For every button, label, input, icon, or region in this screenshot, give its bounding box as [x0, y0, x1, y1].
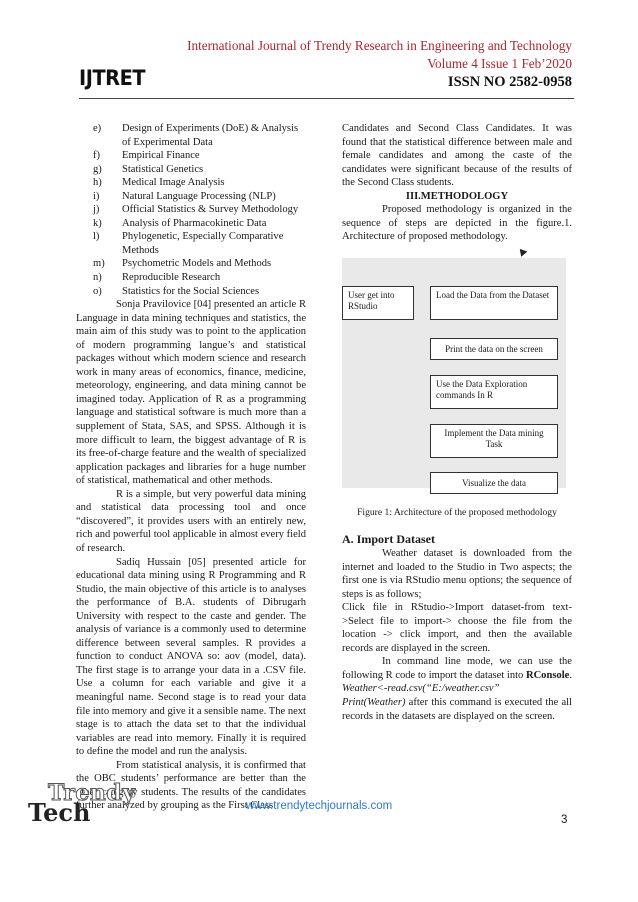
- list-item: f) Empirical Finance: [93, 150, 200, 162]
- journal-title: International Journal of Trendy Research in Engineering and Technology: [187, 38, 572, 53]
- subsection-heading-import: A. Import Dataset: [342, 532, 435, 547]
- box-load-data: Load the Data from the Dataset: [430, 286, 558, 320]
- paragraph-r-tool: R is a simple, but very powerful data mining and statistical data processing tool and once “discovered”, it provides users with an entirely new, rich and powerful tool applicable in almost every field of research.: [76, 488, 306, 554]
- list-item: i) Natural Language Processing (NLP): [93, 190, 276, 202]
- box-implement-task: Implement the Data mining Task: [430, 424, 558, 458]
- list-item: e) Design of Experiments (DoE) & Analysis of Experimental Data: [93, 123, 299, 148]
- paragraph-print-weather: Print(Weather) after this command is executed the all records in the datasets are displayed on the screen.: [342, 697, 572, 722]
- paragraph-hussain: Sadiq Hussain [05] presented article for educational data mining using R Programming and R Studio, the main objective of this article is to analyses the performance of B.A. students of Dibrugarh University with respect to the caste and gender. The analysis of variance is a commonly used to determine difference between several samples. R provides a function to conduct ANOVA so: aov (model, data). The first stage is to arrange your data in a .CSV file. Use a column for each variable and give it a meaningful name. Second stage is to read your data file into memory and give it a sensible name. The next stage is to attach the data set to that the individual variables are read into memory. Finally it is required to define the model and run the analysis.: [76, 556, 306, 758]
- paragraph-weather-dataset: Weather dataset is downloaded from the internet and loaded to the Studio in Two aspects; the first one is via RStudio menu options; the sequence of steps is as follows;: [342, 548, 572, 600]
- architecture-figure: [342, 258, 566, 488]
- list-item: m) Psychometric Models and Methods: [93, 258, 272, 270]
- figure-caption: Figure 1: Architecture of the proposed methodology: [357, 506, 557, 518]
- journal-volume: Volume 4 Issue 1 Feb’2020: [427, 56, 572, 71]
- journal-issn: ISSN NO 2582-0958: [447, 74, 572, 90]
- list-item: j) Official Statistics & Survey Methodology: [93, 204, 299, 216]
- paragraph-statistical-analysis: From statistical analysis, it is confirmed that the OBC students’ performance are better than the other category students. The results of the candidates further analyzed by grouping as the First Class: [76, 759, 306, 812]
- footer-url-link[interactable]: www.trendytechjournals.com: [245, 800, 393, 812]
- trendy-tech-logo: Trendy Tech: [28, 780, 136, 827]
- rconsole-term: RConsole: [525, 669, 570, 681]
- topic-list: [76, 122, 306, 298]
- paragraph-pravilovice: Sonja Pravilovice [04] presented an article R Language in data mining techniques and statistics, the main aim of this study was to point to the application of modern programming langue’s and statistical packages without which modern science and research work in many areas of economics, finance, medicine, meteorology, engineering, and data mining cannot be imagined today. Application of R as a programming language and statistical software is much more than a supplement of Stata, SAS, and SPSS. Although it is more difficult to learn, the biggest advantage of R is its free-of-charge feature and the wealth of specialized application packages and libraries for a huge number of statistical, mathematical and other methods.: [76, 299, 306, 487]
- paragraph-command-line: In command line mode, we can use the following R code to import the dataset into RConsole.: [342, 656, 572, 681]
- code-print: Print(Weather): [342, 697, 406, 709]
- box-explore-data: Use the Data Exploration commands In R: [430, 375, 558, 409]
- paragraph-methodology: Proposed methodology is organized in the sequence of steps are depicted in the figure.1. Architecture of proposed methodology.: [342, 204, 572, 243]
- journal-logo: IJTRET: [79, 66, 146, 90]
- box-user-rstudio: User get into RStudio: [342, 286, 414, 320]
- list-item: l) Phylogenetic, Especially Comparative Methods: [93, 231, 284, 256]
- arrow-icon: [517, 246, 528, 257]
- paragraph-import-steps: Click file in RStudio->Import dataset-from text->Select file to import-> choose the file from the location -> click import, and then the available records are displayed in the screen.: [342, 602, 572, 654]
- left-column: [76, 122, 306, 813]
- right-column: [342, 122, 572, 723]
- page-number: 3: [561, 814, 568, 826]
- list-item: k) Analysis of Pharmacokinetic Data: [93, 217, 267, 229]
- list-item: n) Reproducible Research: [93, 272, 221, 284]
- code-read-csv: Weather<-read.csv(“E:/weather.csv”: [342, 683, 500, 695]
- list-item: g) Statistical Genetics: [93, 163, 204, 175]
- section-heading-methodology: III.METHODOLOGY: [405, 190, 509, 202]
- box-visualize-data: Visualize the data: [430, 472, 558, 494]
- list-item: h) Medical Image Analysis: [93, 177, 225, 189]
- box-print-data: Print the data on the screen: [430, 338, 558, 360]
- header-divider: [79, 98, 574, 99]
- list-item: o) Statistics for the Social Sciences: [93, 285, 260, 297]
- paragraph-candidates: Candidates and Second Class Candidates. It was found that the statistical difference between male and female candidates and among the caste of the candidates were significant because of the results of the Second Class students.: [342, 123, 572, 189]
